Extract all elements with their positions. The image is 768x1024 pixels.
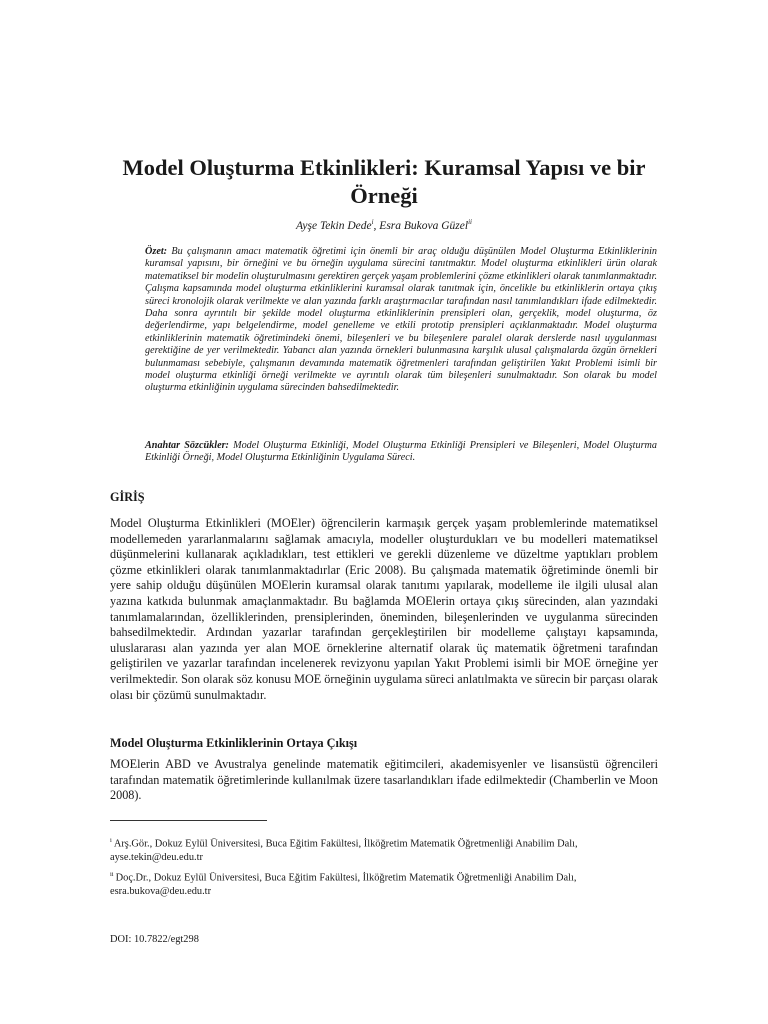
footnote-mark: ii xyxy=(110,871,114,878)
body-paragraph: Model Oluşturma Etkinlikleri (MOEler) öğrencilerin karmaşık gerçek yaşam problemlerinde matematiksel modellemeden yararlanmalarını sağlamak amacıyla, modeller oluşturdukları ve bu modelleri matematiksel düşünmelerini kullanarak açıkladıkları, test ettikleri ve gerekli düzenleme ve düzeltme yaptıkları problem çözme etkinlikleri olarak tanımlanmaktadırlar (Eric 2008). Bu çalışmada matematik öğretiminde önemli bir yere sahip olduğu düşünülen MOElerin kuramsal olarak tanıtımı yapılarak, modelleme ile ilgili ulusal alan yazına katkıda bulunmak amaçlanmaktadır. Bu bağlamda MOElerin ortaya çıkış sürecinden, alan yazındaki tanımlamalarından, özelliklerinden, prensiplerinden, öneminden, bileşenlerinden ve uygulanma sürecinden bahsedilmektedir. Ardından yazarlar tarafından gerçekleştirilen bir modelleme çalıştayı kapsamında, uluslararası alan yazında yer alan MOE örneklerine alternatif olarak üç matematik öğretmeni tarafından geliştirilen ve yazarlar tarafından incelenerek revizyonu yapılan Yakıt Problemi isimli bir MOE örneğine yer verilmektedir. Son olarak söz konusu MOE örneğinin uygulama süreci anlatılmakta ve sürecin bir parçası olarak olası bir çözümü sunulmaktadır. xyxy=(110,516,658,702)
abstract-text: Bu çalışmanın amacı matematik öğretimi için önemli bir araç olduğu düşünülen Model Oluşturma Etkinliklerinin kuramsal yapısını, bir örneğini ve bu örneğin uygulama sürecini tanıtmaktır. Model oluşturma etkinlikleri ürün olarak matematiksel bir modelin oluşturulmasını gerektiren gerçek yaşam problemlerini çözme etkinlikleri olarak tanımlanmaktadır. Çalışma kapsamında model oluşturma etkinliklerini kuramsal olarak tanıtmak için, öncelikle bu etkinliklerin ortaya çıkış süreci kronolojik olarak verilmekte ve alan yazında farklı araştırmacılar tarafından nasıl tanımlandıkları ifade edilmektedir. Daha sonra ayrıntılı bir şekilde model oluşturma etkinliklerinin prensipleri olan, gerçeklik, model oluşturma, öz değerlendirme, yapı belgelendirme, model genelleme ve etkili prototip prensipleri açıklanmaktadır. Model oluşturma etkinliklerinin matematik öğretimindeki önemi, bileşenleri ve bu bileşenlere paralel olarak derslerde nasıl uygulanması gerektiğine de yer verilmektedir. Yabancı alan yazında örnekleri bulunmasına karşılık ulusal çalışmalarda özgün örnekleri bulunmaması sebebiyle, çalışmanın devamında matematik öğretmenleri tarafından geliştirilen Yakıt Problemi isimli bir model oluşturma etkinliği örneği verilmekte ve ayrıntılı olarak tüm bileşenleri sunulmaktadır. Son olarak bu model oluşturma etkinliğinin uygulama sürecinden bahsedilmektedir. xyxy=(145,246,657,394)
author-line xyxy=(100,218,668,232)
section-heading: GİRİŞ xyxy=(110,490,145,504)
doi-line[interactable]: DOI: 10.7822/egt298 xyxy=(110,934,199,945)
body-paragraph: MOElerin ABD ve Avustralya genelinde matematik eğitimcileri, akademisyenler ve lisansüstü öğrencileri tarafından matematik öğretimlerinde kullanılmak üzere tasarlandıkları ifade edilmektedir (Chamberlin ve Moon 2008). xyxy=(110,757,658,803)
keywords-text: Model Oluşturma Etkinliği, Model Oluşturma Etkinliği Prensipleri ve Bileşenleri, Model Oluşturma Etkinliği Örneği, Model Oluşturma Etkinliğinin Uygulama Süreci. xyxy=(145,440,658,464)
footnote xyxy=(110,834,658,865)
paper-title: Model Oluşturma Etkinlikleri: Kuramsal Yapısı ve bir Örneği xyxy=(122,155,646,208)
keywords-label: Anahtar Sözcükler: xyxy=(145,440,229,451)
footnote-divider xyxy=(110,820,267,821)
footnote-text: Doç.Dr., Dokuz Eylül Üniversitesi, Buca Eğitim Fakültesi, İlköğretim Matematik Öğretmenliği Anabilim Dalı, esra.bukova@deu.edu.tr xyxy=(110,872,577,898)
footnote-text: Arş.Gör., Dokuz Eylül Üniversitesi, Buca Eğitim Fakültesi, İlköğretim Matematik Öğretmenliği Anabilim Dalı, ayse.tekin@deu.edu.tr xyxy=(110,838,578,864)
footnote xyxy=(110,868,658,899)
subsection-heading: Model Oluşturma Etkinliklerinin Ortaya Çıkışı xyxy=(110,736,358,750)
abstract xyxy=(145,246,657,395)
author-name: Ayşe Tekin Dede xyxy=(296,219,372,232)
author-name: Esra Bukova Güzel xyxy=(379,219,469,232)
footnote-mark: i xyxy=(110,837,112,844)
author-separator: , xyxy=(373,219,380,232)
keywords xyxy=(145,440,657,465)
author-affiliation-mark: i xyxy=(371,218,374,226)
author-affiliation-mark: ii xyxy=(468,218,472,226)
abstract-label: Özet: xyxy=(145,246,168,257)
